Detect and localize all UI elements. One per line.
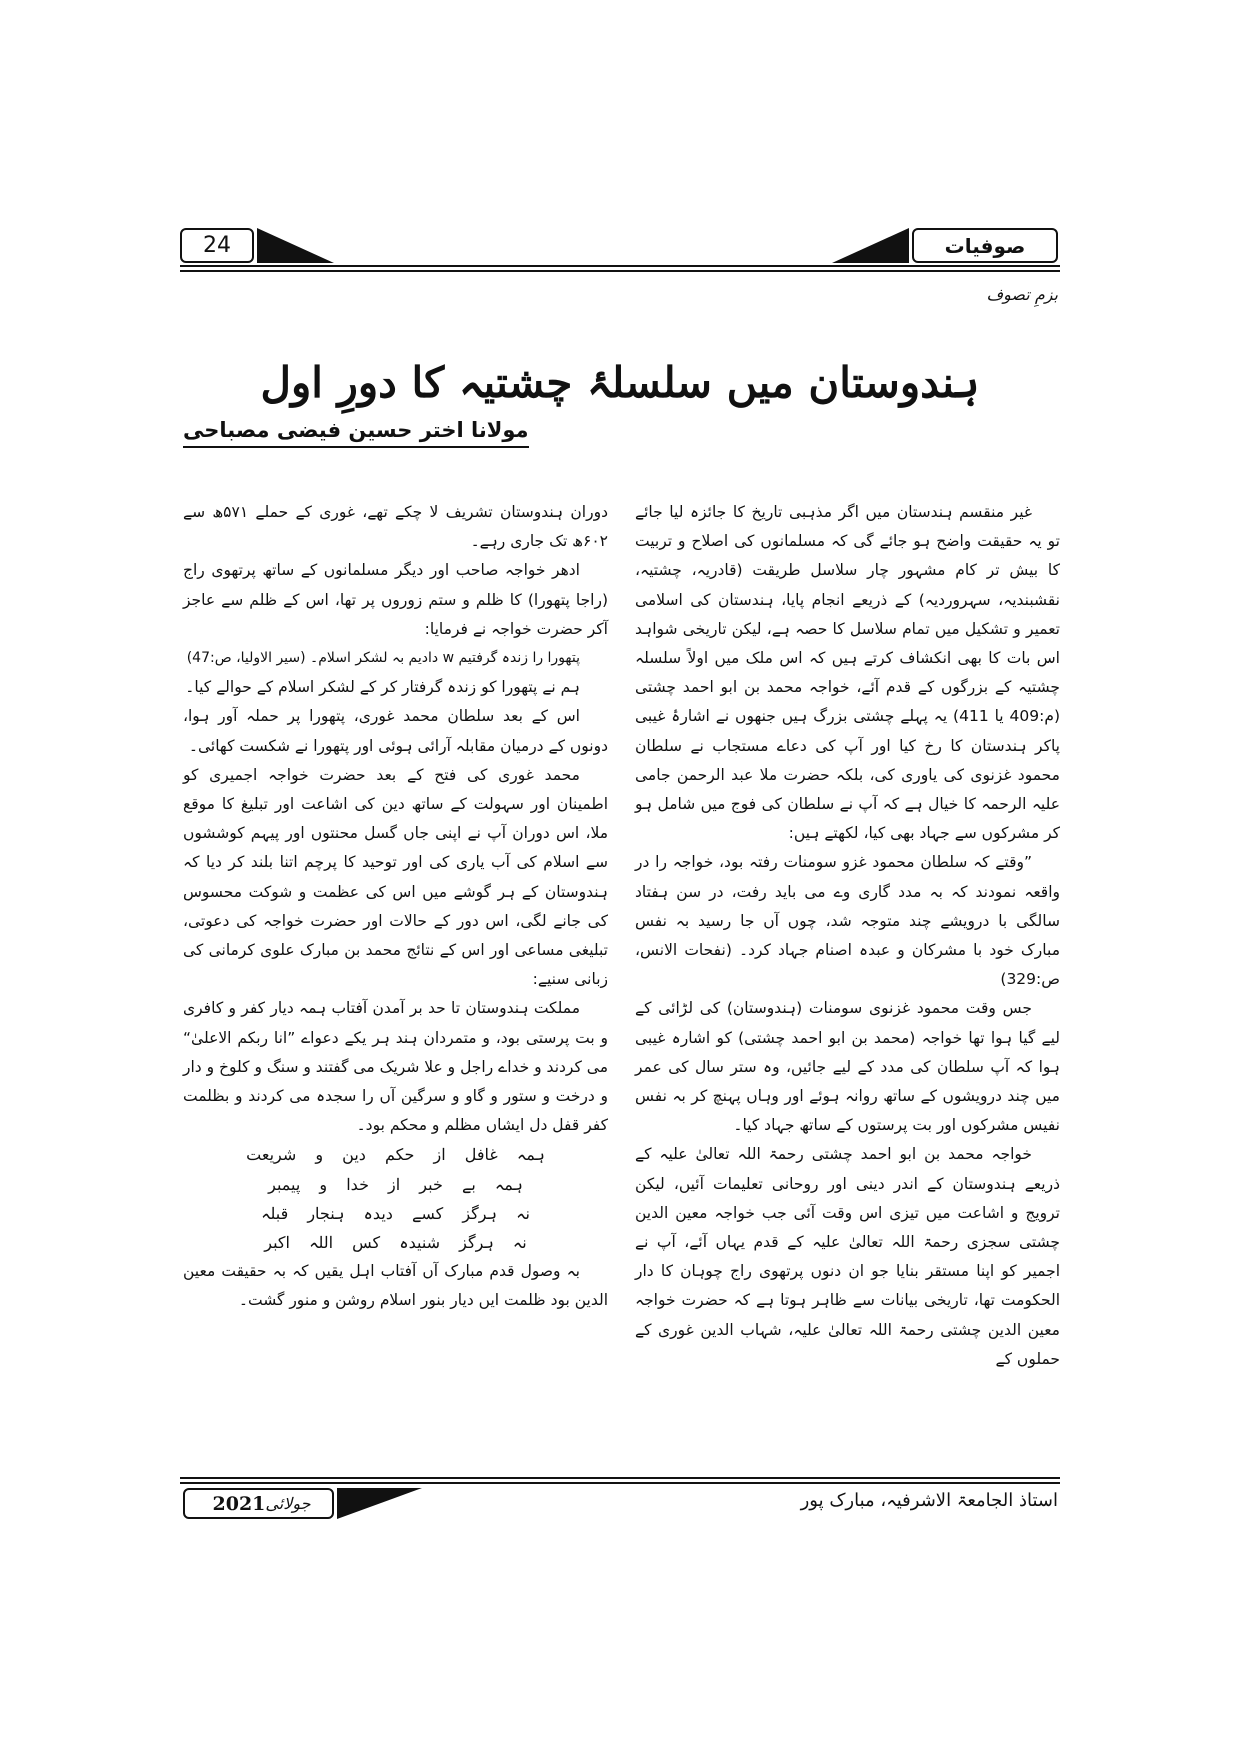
header-left-triangle-ornament [257, 228, 335, 264]
paragraph: خواجہ محمد بن ابو احمد چشتی رحمۃ اللہ تعالیٰ علیہ کے ذریعے ہندوستان کے اندر دینی اور روحانی تعلیمات آئیں، لیکن ترویج و اشاعت میں تیزی اس وقت آئی جب خواجہ معین الدین چشتی سجزی رحمۃ اللہ تعالیٰ علیہ کے قدم یہاں آئے، آپ نے اجمیر کو اپنا مستقر بنایا جو ان دنوں پرتھوی راج چوہان کا دار الحکومت تھا، تاریخی بیانات سے ظاہر ہوتا ہے کہ حضرت خواجہ معین الدین چشتی رحمۃ اللہ تعالیٰ علیہ، شہاب الدین غوری کے حملوں کے [635, 1145, 1060, 1368]
header-right-triangle-ornament [832, 228, 910, 264]
issue-month: جولائی [265, 1494, 311, 1513]
footer-triangle-ornament [337, 1488, 423, 1520]
footer-rule-top [180, 1477, 1060, 1479]
footer-rule-bottom [180, 1482, 1060, 1484]
header-rule-top [180, 265, 1060, 267]
verse-line: نہ ہرگز شنیدہ کس اللہ اکبر [264, 1233, 527, 1253]
quote-translation: ہم نے پتھورا کو زندہ گرفتار کر کے لشکر اسلام کے حوالے کیا۔ [185, 678, 580, 697]
paragraph: بہ وصول قدم مبارک آں آفتاب اہل یقیں کہ بہ حقیقت معین الدین بود ظلمت ایں دیار بنور اسلام روشن و منور گشت۔ [183, 1262, 608, 1310]
verse-block [183, 1140, 608, 1257]
header-rule-bottom [180, 270, 1060, 272]
section-name: صوفیات [944, 233, 1026, 258]
persian-quote: پتھورا را زندہ گرفتیم w دادیم بہ لشکر اسلام۔ (سیر الاولیا، ص:47) [186, 650, 580, 667]
paragraph: جس وقت محمود غزنوی سومنات (ہندوستان) کی لڑائی کے لیے گیا ہوا تھا خواجہ (محمد بن ابو احمد چشتی) کو اشارہ غیبی ہوا کہ آپ سلطان کی مدد کے لیے جائیں، وہ ستر سال کی عمر میں چند درویشوں کے ساتھ روانہ ہوئے اور وہاں پہنچ کر بہ نفس نفیس مشرکوں اور بت پرستوں کے ساتھ جہاد کیا۔ [635, 999, 1060, 1135]
paragraph: محمد غوری کی فتح کے بعد حضرت خواجہ اجمیری کو اطمینان اور سہولت کے ساتھ دین کی اشاعت اور تبلیغ کا موقع ملا، اس دوران آپ نے اپنی جاں گسل محنتوں اور پیہم کوششوں سے اسلام کی آب یاری کی اور توحید کا پرچم اتنا بلند کر دیا کہ ہندوستان کے ہر گوشے میں اس کی عظمت و شوکت محسوس کی جانے لگی، اس دور کے حالات اور حضرت خواجہ کی دعوتی، تبلیغی مساعی اور اس کے نتائج محمد بن مبارک علوی کرمانی کی زبانی سنیے: [183, 765, 608, 989]
page-number: 24 [203, 233, 231, 258]
verse-line: نہ ہرگز کسے دیدہ ہنجار قبلہ [261, 1203, 530, 1223]
article-title: ہندوستان میں سلسلۂ چشتیہ کا دورِ اول [260, 358, 980, 408]
paragraph: دوران ہندوستان تشریف لا چکے تھے، غوری کے حملے ۵۷۱ھ سے ۶۰۲ھ تک جاری رہے۔ [183, 503, 608, 551]
persian-quote: ”وقتے کہ سلطان محمود غزو سومنات رفتہ بود، خواجہ را در واقعہ نمودند کہ بہ مدد گاری وے می باید رفت، در سن ہفتاد سالگی با درویشے چند متوجہ شد، چوں آں جا رسید بہ نفس مبارک خود با مشرکان و عبدہ اصنام جہاد کرد۔ (نفحات الانس، ص:329) [635, 853, 1060, 989]
article-author: مولانا اختر حسین فیضی مصباحی [183, 418, 529, 448]
text-column-left [183, 498, 608, 1316]
issue-year: 2021 [212, 1492, 266, 1515]
verse-line: ہمہ غافل از حکم دین و شریعت [246, 1145, 545, 1165]
verse-line: ہمہ بے خبر از خدا و پیمبر [268, 1174, 523, 1194]
paragraph: اس کے بعد سلطان محمد غوری، پتھورا پر حملہ آور ہوا، دونوں کے درمیان مقابلہ آرائی ہوئی اور پتھورا نے شکست کھائی۔ [183, 707, 608, 755]
paragraph: غیر منقسم ہندستان میں اگر مذہبی تاریخ کا جائزہ لیا جائے تو یہ حقیقت واضح ہو جائے گی کہ مسلمانوں کی اصلاح و تربیت کا بیش تر کام مشہور چار سلاسل طریقت (قادریہ، چشتیہ، نقشبندیہ، سہروردیہ) کے ذریعے انجام پایا، ہندستان کی اسلامی تعمیر و تشکیل میں تمام سلاسل کا حصہ ہے، لیکن تاریخی شواہد اس بات کا بھی انکشاف کرتے ہیں کہ اس ملک میں اولاً سلسلہ چشتیہ کے بزرگوں کے قدم آئے، خواجہ محمد بن ابو احمد چشتی (م:409 یا 411) یہ پہلے چشتی بزرگ ہیں جنھوں نے اشارۂ غیبی پاکر ہندستان کا رخ کیا اور آپ کی دعاے مستجاب نے سلطان محمود غزنوی کی یاوری کی، بلکہ حضرت ملا عبد الرحمن جامی علیہ الرحمہ کا خیال ہے کہ آپ نے سلطان کی فوج میں شامل ہو کر مشرکوں سے جہاد بھی کیا، لکھتے ہیں: [635, 503, 1060, 843]
persian-quote: مملکت ہندوستان تا حد بر آمدن آفتاب ہمہ دیار کفر و کافری و بت پرستی بود، و متمردان ہند ہر یکے دعواے ”انا ربکم الاعلیٰ“ می کردند و خداے راجل و علا شریک می گفتند و سنگ و کلوخ و دار و درخت و ستور و گاو و سرگین آں را سجدہ می کردند و بظلمت کفر قفل دل ایشاں مظلم و محکم بود۔ [183, 999, 608, 1135]
column-kicker: بزمِ تصوف [986, 285, 1058, 304]
issue-date-box [183, 1488, 334, 1519]
text-column-right [635, 498, 1060, 1374]
page-number-box [180, 228, 254, 263]
publisher-credit: استاذ الجامعۃ الاشرفیہ، مبارک پور [800, 1490, 1058, 1511]
paragraph: ادھر خواجہ صاحب اور دیگر مسلمانوں کے ساتھ پرتھوی راج (راجا پتھورا) کا ظلم و ستم زوروں پر تھا، اس کے ظلم سے عاجز آکر حضرت خواجہ نے فرمایا: [183, 561, 608, 638]
section-name-box [912, 228, 1058, 263]
